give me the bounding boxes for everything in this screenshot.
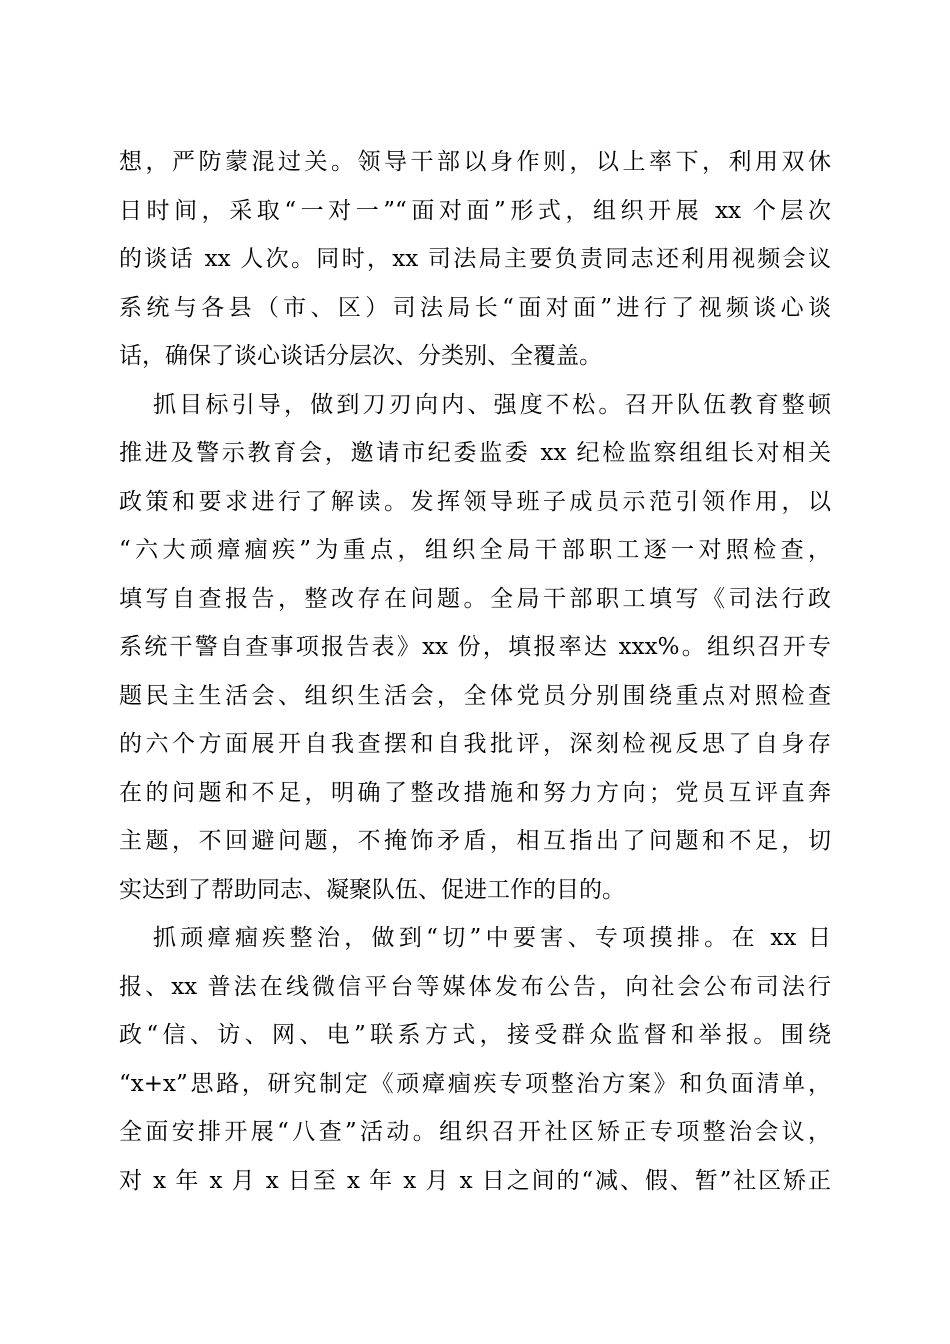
paragraph-2-line-6: 系统干警自查事项报告表》xx 份，填报率达 xxx%。组织召开专 bbox=[119, 634, 831, 660]
paragraph-2-line-2: 推进及警示教育会，邀请市纪委监委 xx 纪检监察组组长对相关 bbox=[119, 440, 831, 466]
paragraph-3-line-2: 报、xx 普法在线微信平台等媒体发布公告，向社会公布司法行 bbox=[119, 973, 831, 1000]
paragraph-3-line-5: 全面安排开展“八查”活动。组织召开社区矫正专项整治会议， bbox=[119, 1119, 831, 1145]
paragraph-2-line-11: 实达到了帮助同志、凝聚队伍、促进工作的目的。 bbox=[119, 876, 625, 903]
paragraph-2-line-7: 题民主生活会、组织生活会，全体党员分别围绕重点对照检查 bbox=[119, 682, 831, 709]
paragraph-1-line-5: 话，确保了谈心谈话分层次、分类别、全覆盖。 bbox=[119, 343, 602, 369]
paragraph-1-line-4: 系统与各县（市、区）司法局长“面对面”进行了视频谈心谈 bbox=[119, 294, 831, 321]
paragraph-1-line-2: 日时间，采取“一对一”“面对面”形式，组织开展 xx 个层次 bbox=[119, 197, 831, 224]
paragraph-1-line-1: 想，严防蒙混过关。领导干部以身作则，以上率下，利用双休 bbox=[119, 149, 831, 175]
paragraph-3-line-6: 对 x 年 x 月 x 日至 x 年 x 月 x 日之间的“减、假、暂”社区矫正 bbox=[119, 1167, 831, 1194]
paragraph-2-line-3: 政策和要求进行了解读。发挥领导班子成员示范引领作用，以 bbox=[119, 488, 831, 515]
paragraph-3-line-3: 政“信、访、网、电”联系方式，接受群众监督和举报。围绕 bbox=[119, 1022, 831, 1048]
paragraph-2-line-9: 在的问题和不足，明确了整改措施和努力方向；党员互评直奔 bbox=[119, 779, 831, 806]
body-text bbox=[119, 138, 831, 1205]
paragraph-2-line-5: 填写自查报告，整改存在问题。全局干部职工填写《司法行政 bbox=[119, 585, 831, 612]
paragraph-1-line-3: 的谈话 xx 人次。同时，xx 司法局主要负责同志还利用视频会议 bbox=[119, 246, 831, 272]
paragraph-2-line-10: 主题，不回避问题，不掩饰矛盾，相互指出了问题和不足，切 bbox=[119, 828, 831, 854]
paragraph-3-line-1: 抓顽瘴痼疾整治，做到“切”中要害、专项摸排。在 xx 日 bbox=[153, 925, 831, 951]
paragraph-2-line-4: “六大顽瘴痼疾”为重点，组织全局干部职工逐一对照检查， bbox=[119, 537, 831, 563]
paragraph-2-line-8: 的六个方面展开自我查摆和自我批评，深刻检视反思了自身存 bbox=[119, 731, 831, 757]
paragraph-2-line-1: 抓目标引导，做到刀刃向内、强度不松。召开队伍教育整顿 bbox=[153, 391, 831, 418]
paragraph-3-line-4: “x+x”思路，研究制定《顽瘴痼疾专项整治方案》和负面清单， bbox=[119, 1070, 831, 1097]
